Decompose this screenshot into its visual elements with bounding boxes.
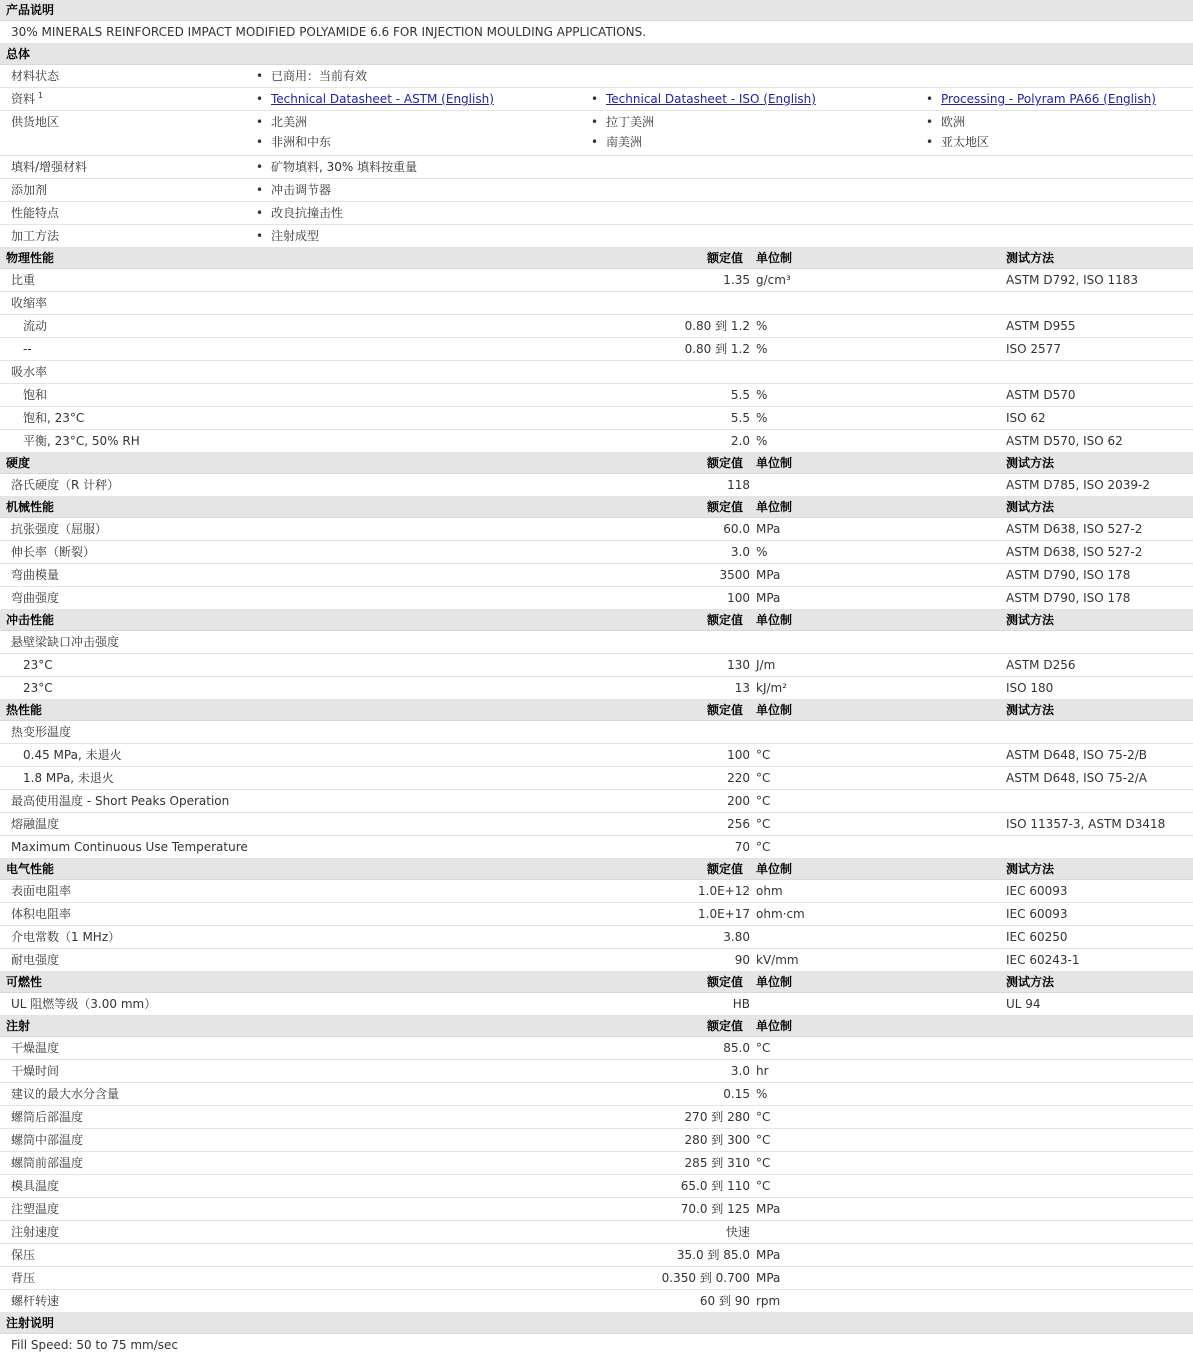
property-value: 1.35: [723, 273, 750, 287]
property-row: [0, 1152, 1193, 1175]
general-row-additive: [0, 179, 1193, 202]
property-unit: °C: [756, 771, 771, 785]
property-value: 285 到 310: [684, 1156, 750, 1170]
property-method: ISO 180: [1006, 681, 1054, 695]
property-value: 3500: [719, 568, 750, 582]
section-header-product-desc: [0, 0, 1193, 21]
property-value: 13: [734, 681, 750, 695]
property-row: [0, 1244, 1193, 1267]
property-unit: °C: [756, 748, 771, 762]
header-nominal: 额定值: [707, 975, 744, 989]
property-unit: ohm·cm: [756, 907, 805, 921]
property-label: 伸长率（断裂）: [11, 545, 96, 559]
property-method: ASTM D790, ISO 178: [1006, 568, 1131, 582]
property-unit: ohm: [756, 884, 783, 898]
row-value: • 冲击调节器: [271, 179, 331, 201]
property-label: 洛氏硬度（R 计秤）: [11, 478, 120, 492]
header-method: 测试方法: [1006, 500, 1055, 514]
property-label: 螺杆转速: [11, 1294, 60, 1308]
docs-footnote: 1: [38, 91, 44, 100]
property-value: 100: [727, 748, 750, 762]
section-header-electrical: [0, 859, 1193, 880]
property-row: [0, 338, 1193, 361]
property-value: 2.0: [730, 434, 750, 448]
header-method: 测试方法: [1006, 456, 1055, 470]
property-method: ASTM D256: [1006, 658, 1076, 672]
property-row: [0, 315, 1193, 338]
property-row: [0, 474, 1193, 497]
property-row: [0, 1037, 1193, 1060]
section-title: 热性能: [6, 703, 43, 717]
property-row: [0, 949, 1193, 972]
property-row: [0, 677, 1193, 700]
property-row: [0, 654, 1193, 677]
link-datasheet-astm[interactable]: [271, 88, 494, 110]
region-item: • 拉丁美洲: [606, 111, 654, 133]
property-value: 70: [734, 840, 750, 854]
property-row: [0, 836, 1193, 859]
row-label: 材料状态: [11, 69, 60, 83]
header-nominal: 额定值: [707, 251, 744, 265]
property-row: [0, 1221, 1193, 1244]
header-nominal: 额定值: [707, 1019, 744, 1033]
section-title: 可燃性: [6, 975, 43, 989]
header-method: 测试方法: [1006, 862, 1055, 876]
section-header-general: [0, 44, 1193, 65]
property-label: 干燥温度: [11, 1041, 60, 1055]
property-label: 0.45 MPa, 未退火: [23, 748, 122, 762]
property-label: 体积电阻率: [11, 907, 72, 921]
property-row: [0, 926, 1193, 949]
property-value: 快速: [725, 1225, 750, 1239]
property-value: 0.80 到 1.2: [684, 342, 750, 356]
injection-note-text: Fill Speed: 50 to 75 mm/sec: [11, 1338, 179, 1352]
region-item: • 亚太地区: [941, 131, 989, 153]
header-unit: 单位制: [756, 500, 793, 514]
property-value: 100: [727, 591, 750, 605]
property-unit: %: [756, 319, 768, 333]
header-unit: 单位制: [756, 975, 793, 989]
property-row: [0, 518, 1193, 541]
property-label: 背压: [11, 1271, 36, 1285]
property-unit: kJ/m²: [756, 681, 788, 695]
property-row: [0, 292, 1193, 315]
property-value: 60.0: [723, 522, 750, 536]
property-value: 5.5: [730, 388, 750, 402]
row-label: 添加剂: [11, 183, 48, 197]
header-nominal: 额定值: [707, 500, 744, 514]
link-datasheet-astm-text[interactable]: Technical Datasheet - ASTM (English): [271, 92, 494, 106]
section-title: 总体: [6, 47, 31, 61]
property-row: [0, 721, 1193, 744]
property-row: [0, 903, 1193, 926]
general-row-filler: [0, 156, 1193, 179]
property-label: 收缩率: [11, 296, 48, 310]
row-label: 性能特点: [11, 206, 60, 220]
property-row: [0, 407, 1193, 430]
header-unit: 单位制: [756, 456, 793, 470]
property-unit: °C: [756, 840, 771, 854]
property-value: 1.0E+12: [698, 884, 750, 898]
property-row: [0, 587, 1193, 610]
header-nominal: 额定值: [707, 703, 744, 717]
region-item: • 北美洲: [271, 111, 307, 133]
property-unit: %: [756, 411, 768, 425]
property-unit: hr: [756, 1064, 769, 1078]
property-label: Maximum Continuous Use Temperature: [11, 840, 248, 854]
link-datasheet-iso[interactable]: [606, 88, 816, 110]
section-title: 电气性能: [6, 862, 55, 876]
property-label: 螺筒后部温度: [11, 1110, 84, 1124]
property-value: 5.5: [730, 411, 750, 425]
property-value: 60 到 90: [699, 1294, 750, 1308]
header-unit: 单位制: [756, 613, 793, 627]
property-method: IEC 60250: [1006, 930, 1068, 944]
property-value: HB: [732, 997, 750, 1011]
property-row: [0, 813, 1193, 836]
property-unit: g/cm³: [756, 273, 791, 287]
property-row: [0, 790, 1193, 813]
property-label: 弯曲模量: [11, 568, 60, 582]
property-row: [0, 1129, 1193, 1152]
section-header-hardness: [0, 453, 1193, 474]
property-label: 吸水率: [11, 365, 48, 379]
property-value: 130: [727, 658, 750, 672]
row-value: • 已商用：当前有效: [271, 65, 367, 87]
property-method: ASTM D785, ISO 2039-2: [1006, 478, 1151, 492]
property-method: ISO 2577: [1006, 342, 1061, 356]
property-row: [0, 384, 1193, 407]
property-method: ASTM D648, ISO 75-2/B: [1006, 748, 1148, 762]
header-unit: 单位制: [756, 862, 793, 876]
property-row: [0, 564, 1193, 587]
property-row: [0, 767, 1193, 790]
row-value: • 注射成型: [271, 225, 319, 247]
header-method: 测试方法: [1006, 251, 1055, 265]
property-row: [0, 631, 1193, 654]
property-unit: kV/mm: [756, 953, 799, 967]
property-label: 耐电强度: [11, 953, 60, 967]
property-unit: °C: [756, 794, 771, 808]
property-method: ASTM D955: [1006, 319, 1076, 333]
property-method: ISO 62: [1006, 411, 1046, 425]
property-method: ASTM D638, ISO 527-2: [1006, 545, 1143, 559]
property-unit: J/m: [756, 658, 776, 672]
header-nominal: 额定值: [707, 862, 744, 876]
header-nominal: 额定值: [707, 613, 744, 627]
section-title: 硬度: [6, 456, 31, 470]
row-label: 供货地区: [11, 115, 60, 129]
property-row: [0, 880, 1193, 903]
property-value: 3.80: [723, 930, 750, 944]
link-processing[interactable]: [941, 88, 1156, 110]
property-label: 1.8 MPa, 未退火: [23, 771, 114, 785]
property-unit: %: [756, 388, 768, 402]
property-label: 悬壁梁缺口冲击强度: [11, 635, 120, 649]
property-label: 流动: [23, 319, 48, 333]
section-header-impact: [0, 610, 1193, 631]
header-unit: 单位制: [756, 251, 793, 265]
section-title: 物理性能: [6, 251, 55, 265]
general-row-docs: [0, 88, 1193, 111]
property-value: 3.0: [730, 1064, 750, 1078]
property-value: 220: [727, 771, 750, 785]
property-label: 抗张强度（屈服）: [11, 522, 108, 536]
header-nominal: 额定值: [707, 456, 744, 470]
property-label: 23°C: [23, 658, 53, 672]
property-value: 118: [727, 478, 750, 492]
row-value: • 改良抗撞击性: [271, 202, 343, 224]
property-unit: °C: [756, 1041, 771, 1055]
section-title: 产品说明: [6, 3, 55, 17]
property-label: 注塑温度: [11, 1202, 60, 1216]
property-value: 270 到 280: [684, 1110, 750, 1124]
property-method: ASTM D570: [1006, 388, 1076, 402]
property-row: [0, 361, 1193, 384]
row-label: 加工方法: [11, 229, 60, 243]
section-header-physical: [0, 248, 1193, 269]
header-method: 测试方法: [1006, 975, 1055, 989]
property-label: 弯曲强度: [11, 591, 60, 605]
general-row-status: [0, 65, 1193, 88]
property-label: 螺筒前部温度: [11, 1156, 84, 1170]
section-title: 注射: [6, 1019, 31, 1033]
property-label: 保压: [11, 1248, 36, 1262]
link-datasheet-iso-text[interactable]: Technical Datasheet - ISO (English): [606, 92, 816, 106]
property-method: IEC 60093: [1006, 884, 1068, 898]
property-unit: °C: [756, 1156, 771, 1170]
property-row: [0, 269, 1193, 292]
property-row: [0, 1106, 1193, 1129]
property-unit: MPa: [756, 1248, 781, 1262]
region-item: • 南美洲: [606, 131, 642, 153]
row-label: [11, 88, 43, 110]
section-title: 冲击性能: [6, 613, 55, 627]
property-label: 注射速度: [11, 1225, 60, 1239]
property-value: 70.0 到 125: [680, 1202, 750, 1216]
section-header-flammability: [0, 972, 1193, 993]
header-unit: 单位制: [756, 703, 793, 717]
property-label: 表面电阻率: [11, 884, 72, 898]
property-row: [0, 744, 1193, 767]
property-label: 比重: [11, 273, 36, 287]
property-value: 65.0 到 110: [680, 1179, 750, 1193]
property-label: 建议的最大水分含量: [11, 1087, 120, 1101]
property-unit: %: [756, 545, 768, 559]
property-method: ASTM D790, ISO 178: [1006, 591, 1131, 605]
property-value: 1.0E+17: [698, 907, 750, 921]
property-method: ASTM D648, ISO 75-2/A: [1006, 771, 1147, 785]
property-row: [0, 1290, 1193, 1313]
header-method: 测试方法: [1006, 703, 1055, 717]
property-unit: MPa: [756, 1202, 781, 1216]
product-description: 30% MINERALS REINFORCED IMPACT MODIFIED POLYAMIDE 6.6 FOR INJECTION MOULDING APPLICATIONS.: [0, 21, 1193, 44]
region-item: • 非洲和中东: [271, 131, 331, 153]
property-row: [0, 1060, 1193, 1083]
section-header-injection: [0, 1016, 1193, 1037]
property-label: 热变形温度: [11, 725, 72, 739]
property-method: ISO 11357-3, ASTM D3418: [1006, 817, 1166, 831]
property-value: 3.0: [730, 545, 750, 559]
property-method: IEC 60093: [1006, 907, 1068, 921]
general-row-regions: [0, 111, 1193, 156]
property-row: [0, 1198, 1193, 1221]
property-unit: MPa: [756, 1271, 781, 1285]
property-row: [0, 1267, 1193, 1290]
property-method: UL 94: [1006, 997, 1041, 1011]
link-processing-text[interactable]: Processing - Polyram PA66 (English): [941, 92, 1156, 106]
property-label: --: [23, 342, 32, 356]
property-label: 螺筒中部温度: [11, 1133, 84, 1147]
property-row: [0, 430, 1193, 453]
property-unit: °C: [756, 817, 771, 831]
property-value: 0.15: [723, 1087, 750, 1101]
property-sections: [0, 248, 1193, 1313]
property-value: 256: [727, 817, 750, 831]
row-label: 填料/增强材料: [11, 160, 88, 174]
header-unit: 单位制: [756, 1019, 793, 1033]
property-label: 熔融温度: [11, 817, 60, 831]
property-value: 0.80 到 1.2: [684, 319, 750, 333]
property-unit: MPa: [756, 522, 781, 536]
property-method: ASTM D792, ISO 1183: [1006, 273, 1139, 287]
section-header-injection-notes: [0, 1313, 1193, 1334]
property-unit: MPa: [756, 568, 781, 582]
general-row-processing: [0, 225, 1193, 248]
property-value: 0.350 到 0.700: [661, 1271, 750, 1285]
property-unit: °C: [756, 1110, 771, 1124]
property-value: 90: [734, 953, 750, 967]
property-unit: MPa: [756, 591, 781, 605]
property-value: 35.0 到 85.0: [676, 1248, 750, 1262]
property-unit: °C: [756, 1179, 771, 1193]
property-row: [0, 541, 1193, 564]
row-value: • 矿物填料, 30% 填料按重量: [271, 156, 417, 178]
property-unit: %: [756, 1087, 768, 1101]
property-label: UL 阻燃等级（3.00 mm）: [11, 997, 157, 1011]
property-unit: °C: [756, 1133, 771, 1147]
property-value: 85.0: [723, 1041, 750, 1055]
header-method: 测试方法: [1006, 613, 1055, 627]
property-row: [0, 993, 1193, 1016]
property-value: 280 到 300: [684, 1133, 750, 1147]
property-unit: %: [756, 342, 768, 356]
property-label: 介电常数（1 MHz）: [11, 930, 121, 944]
property-unit: %: [756, 434, 768, 448]
region-item: • 欧洲: [941, 111, 965, 133]
property-label: 饱和, 23°C: [23, 411, 85, 425]
section-title: 机械性能: [6, 500, 55, 514]
property-label: 模具温度: [11, 1179, 60, 1193]
general-row-features: [0, 202, 1193, 225]
section-header-thermal: [0, 700, 1193, 721]
property-value: 200: [727, 794, 750, 808]
property-label: 最高使用温度 - Short Peaks Operation: [11, 794, 230, 808]
property-unit: rpm: [756, 1294, 781, 1308]
property-label: 干燥时间: [11, 1064, 60, 1078]
property-label: 23°C: [23, 681, 53, 695]
property-method: ASTM D570, ISO 62: [1006, 434, 1123, 448]
property-row: [0, 1175, 1193, 1198]
property-method: ASTM D638, ISO 527-2: [1006, 522, 1143, 536]
property-method: IEC 60243-1: [1006, 953, 1080, 967]
property-label: 饱和: [23, 388, 48, 402]
section-title: 注射说明: [6, 1316, 55, 1330]
section-header-mechanical: [0, 497, 1193, 518]
docs-label: 资料: [11, 92, 36, 106]
property-label: 平衡, 23°C, 50% RH: [23, 434, 140, 448]
property-row: [0, 1083, 1193, 1106]
